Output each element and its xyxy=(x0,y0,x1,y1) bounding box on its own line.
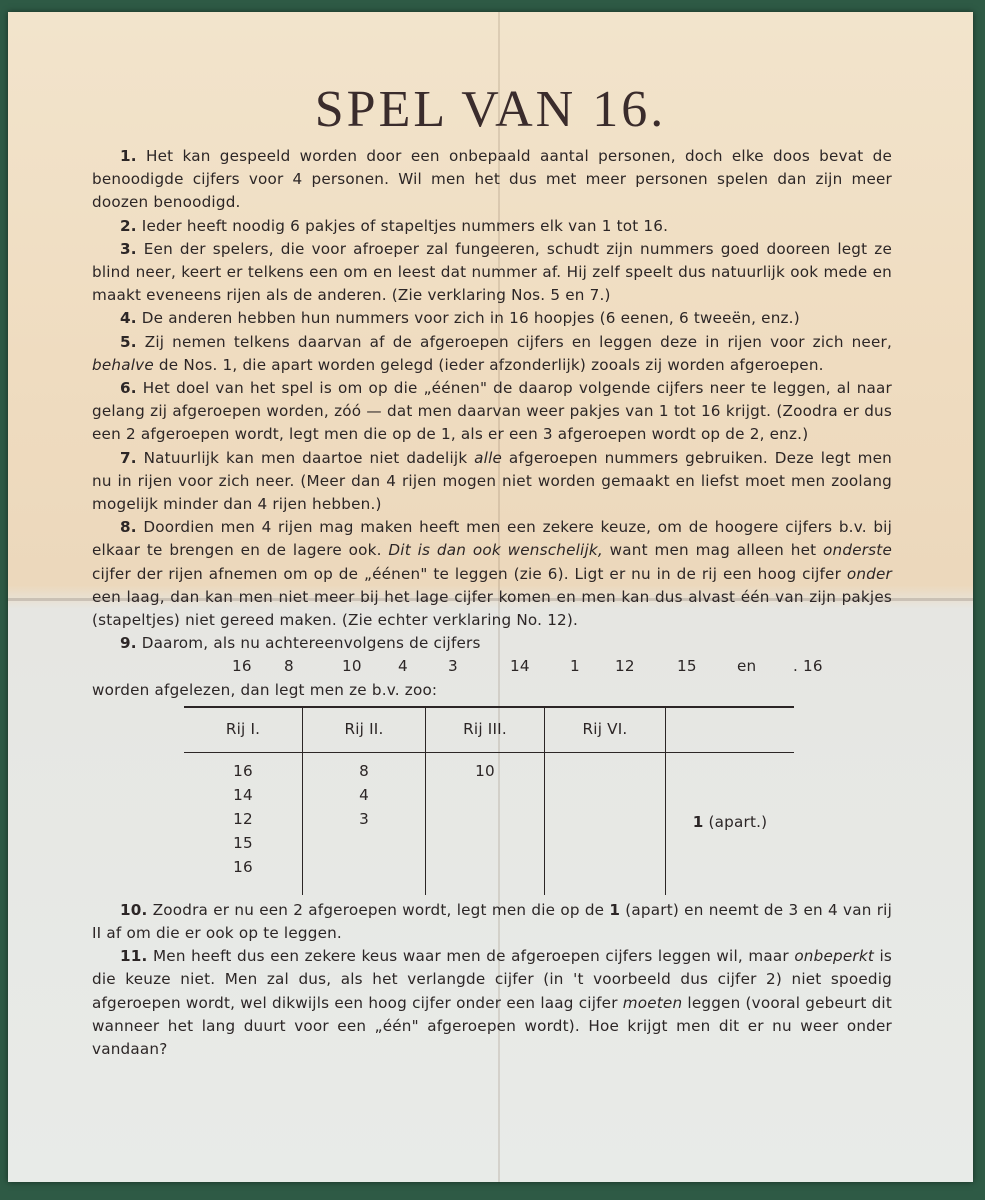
table-column-rij-4 xyxy=(545,752,666,895)
rule-text: Doordien men 4 rijen mag maken heeft men een zekere keuze, om de hoogere cijfers b.v. bij elkaar te brengen en de lagere ook. xyxy=(92,518,893,560)
rule-5 xyxy=(92,331,892,377)
rule-emphasis: behalve xyxy=(92,355,154,374)
rule-text: want men mag alleen het xyxy=(602,541,824,560)
rule-number: 8. xyxy=(120,518,137,537)
table-cell: 8 xyxy=(359,761,369,780)
rule-number: 7. xyxy=(120,448,137,467)
table-header: Rij II. xyxy=(303,707,426,753)
rule-text: de Nos. 1, die apart worden gelegd (ieder afzonderlijk) zooals zij worden afgeroepen. xyxy=(153,355,824,374)
rule-emphasis: Dit is dan ook wenschelijk, xyxy=(388,541,603,560)
sequence-number: 14 xyxy=(510,657,530,676)
sequence-number: 8 xyxy=(284,657,294,676)
rule-6 xyxy=(92,377,892,447)
sequence-number: 10 xyxy=(342,657,362,676)
rule-7 xyxy=(92,447,892,517)
apart-label: (apart.) xyxy=(708,813,768,832)
table-header xyxy=(666,707,795,753)
rule-number: 4. xyxy=(120,309,137,328)
rule-number: 2. xyxy=(120,216,137,235)
sequence-number: . 16 xyxy=(793,657,823,676)
sequence-number: 15 xyxy=(677,657,697,676)
table-cell: 16 xyxy=(233,761,253,780)
rule-2 xyxy=(92,215,892,238)
rule-text: afgeroepen nummers gebruiken. Deze legt men nu in rijen voor zich neer. (Meer dan 4 rijen mogen niet worden gemaakt en liefst moet men zoolang mogelijk minder dan 4 rijen hebben.) xyxy=(92,448,892,514)
rule-text: Zoodra er nu een 2 afgeroepen wordt, legt men die op de xyxy=(152,900,610,919)
apart-number: 1 xyxy=(692,813,704,832)
rule-text: Het kan gespeeld worden door een onbepaald aantal personen, doch elke doos bevat de benoodigde cijfers voor 4 personen. Wil men het dus met meer personen spelen dan zijn meer doozen benoodigd. xyxy=(92,147,892,212)
sequence-number: 16 xyxy=(232,657,252,676)
rule-text: Zij nemen telkens daarvan af de afgeroepen cijfers en leggen deze in rijen voor zich neer, xyxy=(144,332,892,351)
rule-3 xyxy=(92,238,892,308)
rule-text: Een der spelers, die voor afroeper zal fungeeren, schudt zijn nummers goed dooreen legt ze blind neer, keert er telkens een om en leest dat nummer af. Hij zelf speelt dus natuurlijk ook mede en maakt eveneens rijen als de anderen. (Zie verklaring Nos. 5 en 7.) xyxy=(92,239,893,305)
table-column-rij-1 xyxy=(184,752,303,895)
rule-number: 5. xyxy=(120,332,137,351)
rule-11 xyxy=(92,945,892,1061)
rule-text: Ieder heeft noodig 6 pakjes of stapeltjes nummers elk van 1 tot 16. xyxy=(141,216,669,235)
table-column-rij-2 xyxy=(303,752,426,895)
table-column-apart xyxy=(666,752,795,895)
rule-9 xyxy=(92,632,892,655)
sequence-number: 4 xyxy=(398,657,408,676)
rule-emphasis: onderste xyxy=(823,541,892,560)
table-cell: 3 xyxy=(359,809,369,828)
table-header: Rij VI. xyxy=(545,707,666,753)
rule-emphasis: onbeperkt xyxy=(794,947,874,966)
rule-text: leggen (vooral gebeurt dit wanneer het lang duurt voor een „één" afgeroepen wordt). Hoe krijgt men dit er nu weer onder vandaan? xyxy=(92,993,892,1059)
rule-number: 6. xyxy=(120,379,137,398)
table-cell: 10 xyxy=(475,761,495,780)
rule-4 xyxy=(92,307,892,330)
rule-text: De anderen hebben hun nummers voor zich in 16 hoopjes (6 eenen, 6 tweeën, enz.) xyxy=(141,309,800,328)
rule-1 xyxy=(92,145,892,215)
table-cell: 16 xyxy=(233,857,253,876)
rule-number: 3. xyxy=(120,239,137,258)
rule-number: 9. xyxy=(120,634,137,653)
rule-10 xyxy=(92,899,892,945)
rule-number: 1. xyxy=(120,147,137,165)
sequence-number: 3 xyxy=(448,657,458,676)
sequence-number: 12 xyxy=(615,657,635,676)
example-table xyxy=(184,706,794,895)
rule-number: 10. xyxy=(120,900,148,919)
rule-text: cijfer der rijen afnemen om op de „éénen" te leggen (zie 6). Ligt er nu in de rij een hoog cijfer xyxy=(92,564,847,583)
rule-text: Men heeft dus een zekere keus waar men de afgeroepen cijfers leggen wil, maar xyxy=(153,947,795,966)
rule-emphasis: onder xyxy=(846,564,892,583)
rule-emphasis: moeten xyxy=(622,993,683,1012)
paper-sheet xyxy=(8,12,973,1182)
table-cell: 15 xyxy=(233,833,253,852)
number-sequence xyxy=(92,655,892,678)
rule-text: Het doel van het spel is om op die „éénen" de daarop volgende cijfers neer te leggen, al naar gelang zij afgeroepen worden, zóó — dat men daarvan weer pakjes van 1 tot 16 krijgt. (Zoodra er dus een 2 afgeroepen wordt, legt men die op de 1, als er een 3 afgeroepen wordt op de 2, enz.) xyxy=(92,379,892,444)
table-cell: 14 xyxy=(233,785,253,804)
rule-text: Natuurlijk kan men daartoe niet dadelijk xyxy=(143,448,475,467)
table-header: Rij III. xyxy=(426,707,545,753)
rule-text: Daarom, als nu achtereenvolgens de cijfers xyxy=(141,634,481,653)
table-row xyxy=(184,752,794,895)
rule-text: is die keuze niet. Men zal dus, als het verlangde cijfer (in 't voorbeeld dus cijfer 2) niet spoedig afgeroepen wordt, wel dikwijls een hoog cijfer onder een laag cijfer xyxy=(92,947,893,1012)
rule-text: een laag, dan kan men niet meer bij het lage cijfer komen en men kan dus alvast één van zijn pakjes (stapeltjes) niet gereed maken. (Zie echter verklaring No. 12). xyxy=(92,587,892,630)
table-cell: 4 xyxy=(359,785,369,804)
table-header: Rij I. xyxy=(184,707,303,753)
table-column-rij-3 xyxy=(426,752,545,895)
rule-8 xyxy=(92,516,892,632)
table-header-row xyxy=(184,707,794,753)
rule-text: (apart) en neemt de 3 en 4 van rij II af om die er ook op te leggen. xyxy=(92,900,893,943)
rule-number: 11. xyxy=(120,947,148,966)
sequence-tail: worden afgelezen, dan legt men ze b.v. zoo: xyxy=(92,680,438,699)
rule-bold: 1 xyxy=(609,900,621,919)
table-cell: 12 xyxy=(233,809,253,828)
rule-emphasis: alle xyxy=(474,448,503,467)
sequence-word: en xyxy=(737,657,757,676)
rules-body xyxy=(92,145,892,1061)
sequence-number: 1 xyxy=(570,657,580,676)
document-title: SPEL VAN 16. xyxy=(314,81,667,138)
